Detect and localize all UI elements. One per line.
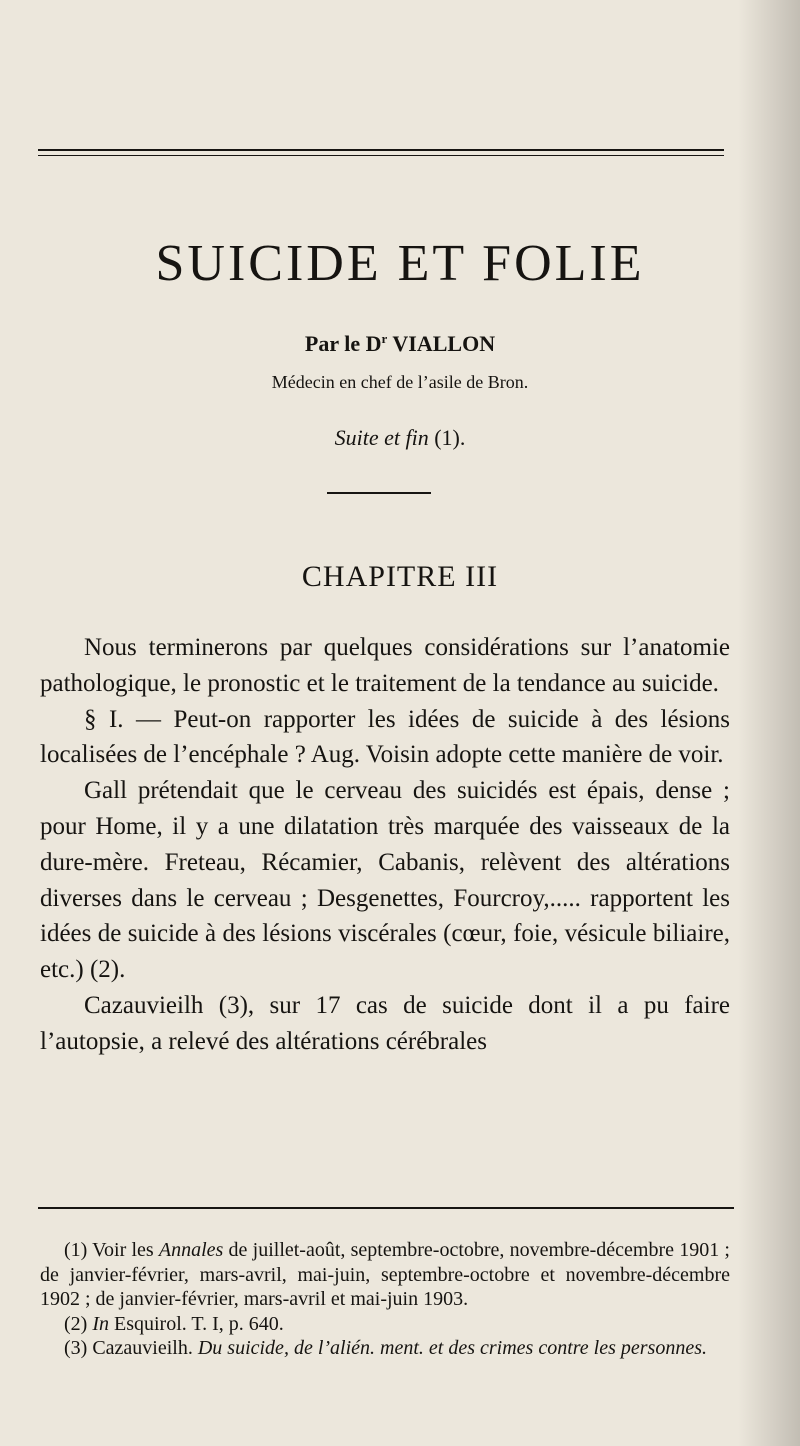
paragraph-gall: Gall prétendait que le cerveau des suicidés est épais, dense ; pour Home, il y a une dilatation très marquée des vaisseaux de la dure-mère. Freteau, Récamier, Cabanis, relèvent des altérations diverses dans le cerveau ; Desgenettes, Fourcroy,..... rapportent les idées de suicide à des lésions viscérales (cœur, foie, vésicule biliaire, etc.) (2). xyxy=(40,777,730,984)
footnote-1-text: (1) Voir les xyxy=(64,1239,159,1261)
author-name: VIALLON xyxy=(392,331,496,356)
footnote-divider xyxy=(38,1207,734,1209)
top-double-rule-lower xyxy=(38,155,724,156)
footnote-2 xyxy=(40,1312,730,1337)
footnotes xyxy=(40,1238,730,1361)
body-text xyxy=(40,630,730,1060)
author-role: Médecin en chef de l’asile de Bron. xyxy=(271,372,529,392)
continuation-label: Suite et fin xyxy=(334,425,429,450)
page-edge-shadow xyxy=(738,0,800,1446)
footnote-1 xyxy=(40,1238,730,1312)
paragraph-section-one: § I. — Peut-on rapporter les idées de suicide à des lésions localisées de l’encéphale ? Aug. Voisin adopte cette manière de voir. xyxy=(40,705,730,769)
footnote-2-rest: Esquirol. T. I, p. 640. xyxy=(109,1312,284,1335)
footnote-1-italic: Annales xyxy=(158,1239,224,1261)
author-line xyxy=(0,325,800,358)
footnote-3-text: (3) Cazauvieilh. xyxy=(64,1337,198,1360)
footnote-2-italic: In xyxy=(92,1312,109,1335)
continuation-footnote-ref: (1). xyxy=(434,425,466,450)
continuation-note xyxy=(0,424,800,452)
footnote-3 xyxy=(40,1336,730,1361)
chapter-heading: CHAPITRE III xyxy=(301,560,499,593)
article-title: SUICIDE ET FOLIE xyxy=(155,235,645,292)
author-prefix: Par le D xyxy=(304,331,382,356)
footnote-3-italic: Du suicide, de l’alién. ment. et des crimes contre les personnes. xyxy=(197,1337,707,1360)
author-title-superscript: r xyxy=(381,331,388,346)
footnote-2-text: (2) xyxy=(64,1312,93,1335)
paragraph-intro: Nous terminerons par quelques considérations sur l’anatomie pathologique, le pronostic et le traitement de la tendance au suicide. xyxy=(40,634,730,697)
section-divider xyxy=(327,492,431,494)
paragraph-cazauvieilh: Cazauvieilh (3), sur 17 cas de suicide dont il a pu faire l’autopsie, a relevé des altérations cérébrales xyxy=(40,991,730,1055)
top-double-rule-upper xyxy=(38,149,724,151)
footnote-1-rest: de juillet-août, septembre-octobre, novembre-décembre 1901 ; de janvier-février, mars-avril, mai-juin, septembre-octobre et novembre-décembre 1902 ; de janvier-février, mars-avril et mai-juin 1903. xyxy=(40,1239,730,1311)
